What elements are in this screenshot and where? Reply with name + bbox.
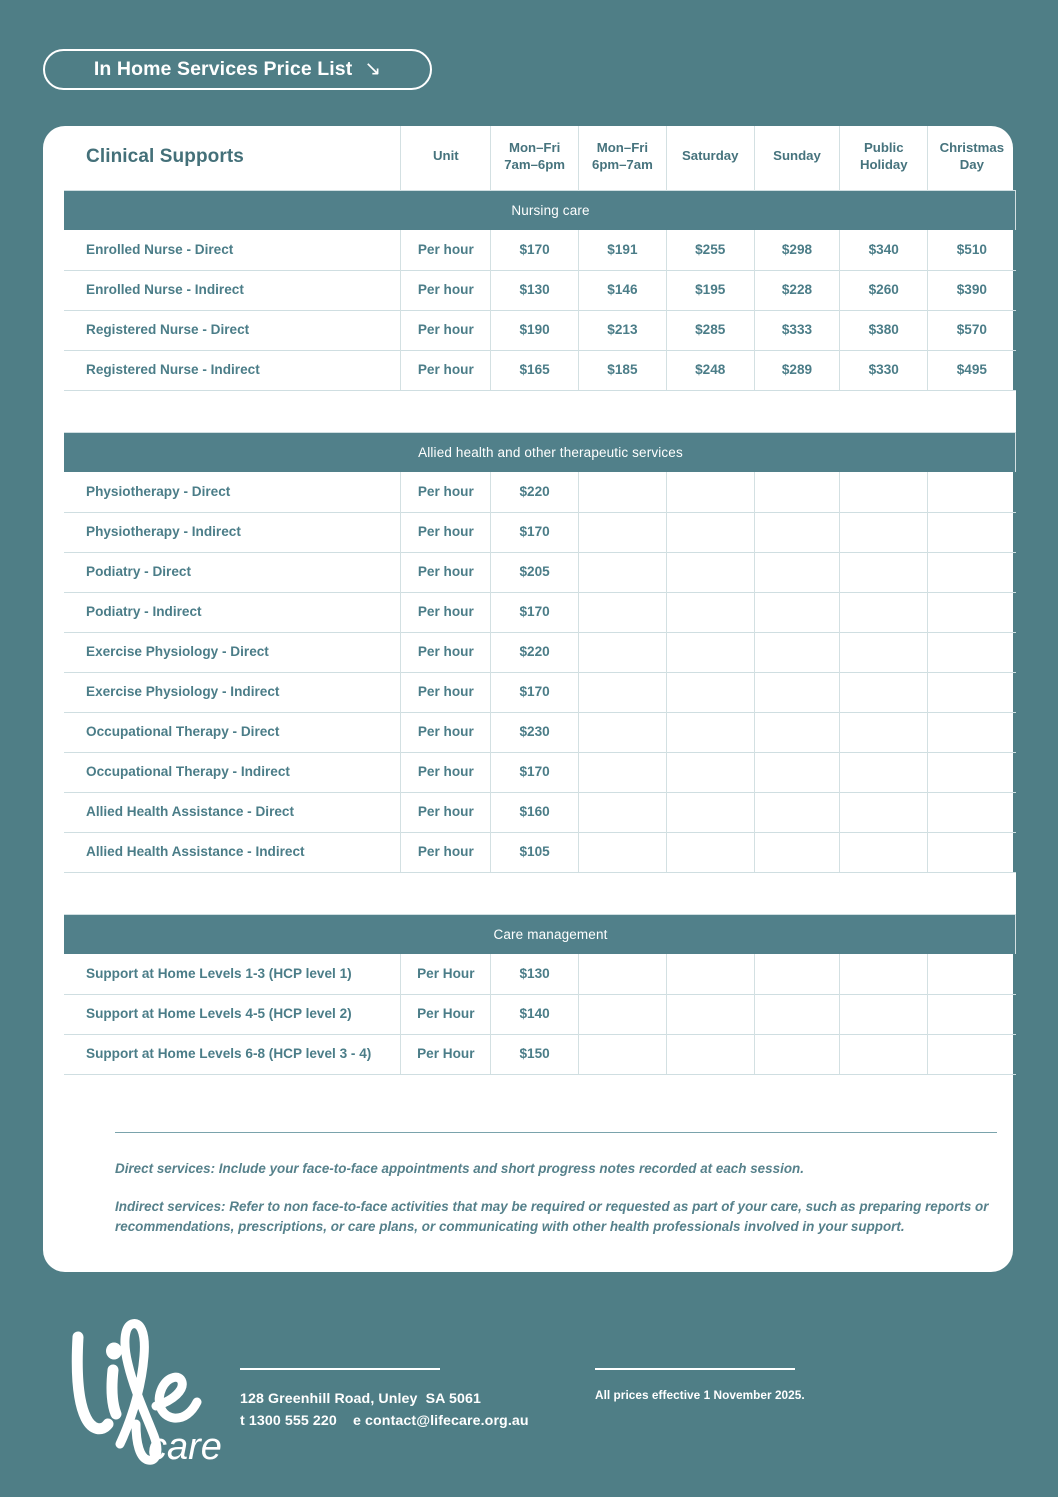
price-cell-unit: Per hour xyxy=(401,230,491,270)
price-cell-public-holiday xyxy=(840,552,928,592)
table-row xyxy=(64,632,1016,672)
price-table-body xyxy=(64,190,1016,1074)
service-name-cell: Registered Nurse - Direct xyxy=(64,310,401,350)
price-cell-saturday xyxy=(666,792,754,832)
table-header-row xyxy=(64,126,1016,190)
lifecare-logo xyxy=(56,1294,241,1469)
price-cell-mf-night xyxy=(579,672,667,712)
price-cell-saturday: $255 xyxy=(666,230,754,270)
notes-divider xyxy=(115,1132,997,1133)
price-cell-public-holiday xyxy=(840,1034,928,1074)
service-name-cell: Registered Nurse - Indirect xyxy=(64,350,401,390)
footer-effective-block xyxy=(595,1368,925,1402)
price-cell-public-holiday xyxy=(840,512,928,552)
price-cell-saturday xyxy=(666,552,754,592)
price-cell-public-holiday: $340 xyxy=(840,230,928,270)
section-header-label: Nursing care xyxy=(64,190,1016,230)
price-cell-unit: Per hour xyxy=(401,270,491,310)
price-cell-mf-night xyxy=(579,832,667,872)
price-cell-christmas xyxy=(928,512,1016,552)
price-cell-sunday xyxy=(754,954,840,994)
price-cell-mf-night xyxy=(579,472,667,512)
price-cell-saturday xyxy=(666,672,754,712)
price-cell-unit: Per hour xyxy=(401,632,491,672)
footer-address: 128 Greenhill Road, Unley SA 5061 xyxy=(240,1391,482,1407)
table-row xyxy=(64,1034,1016,1074)
price-cell-sunday: $333 xyxy=(754,310,840,350)
price-cell-sunday xyxy=(754,552,840,592)
price-cell-unit: Per Hour xyxy=(401,1034,491,1074)
notes-section xyxy=(115,1132,997,1254)
price-cell-public-holiday xyxy=(840,632,928,672)
price-cell-christmas xyxy=(928,632,1016,672)
section-header-row xyxy=(64,432,1016,472)
price-cell-mf-day: $170 xyxy=(491,592,579,632)
column-header-saturday: Saturday xyxy=(666,126,754,190)
table-row xyxy=(64,994,1016,1034)
price-cell-mf-day: $230 xyxy=(491,712,579,752)
service-name-cell: Support at Home Levels 1-3 (HCP level 1) xyxy=(64,954,401,994)
service-name-cell: Support at Home Levels 4-5 (HCP level 2) xyxy=(64,994,401,1034)
table-row xyxy=(64,310,1016,350)
price-cell-sunday xyxy=(754,832,840,872)
service-name-cell: Exercise Physiology - Indirect xyxy=(64,672,401,712)
table-row xyxy=(64,954,1016,994)
price-cell-mf-night: $146 xyxy=(579,270,667,310)
price-cell-unit: Per hour xyxy=(401,350,491,390)
price-cell-mf-day: $170 xyxy=(491,230,579,270)
price-cell-sunday xyxy=(754,512,840,552)
price-cell-mf-day: $220 xyxy=(491,472,579,512)
price-cell-mf-night: $191 xyxy=(579,230,667,270)
section-header-row xyxy=(64,190,1016,230)
column-header-christmas-line2: Day xyxy=(959,156,984,172)
price-cell-sunday xyxy=(754,592,840,632)
price-cell-mf-night xyxy=(579,954,667,994)
price-cell-mf-day: $150 xyxy=(491,1034,579,1074)
price-cell-sunday: $289 xyxy=(754,350,840,390)
service-name-cell: Physiotherapy - Indirect xyxy=(64,512,401,552)
service-name-cell: Support at Home Levels 6-8 (HCP level 3 - 4) xyxy=(64,1034,401,1074)
price-cell-sunday: $298 xyxy=(754,230,840,270)
price-cell-unit: Per hour xyxy=(401,752,491,792)
table-row xyxy=(64,672,1016,712)
price-cell-christmas xyxy=(928,592,1016,632)
price-cell-saturday xyxy=(666,752,754,792)
price-cell-public-holiday: $260 xyxy=(840,270,928,310)
service-name-cell: Allied Health Assistance - Direct xyxy=(64,792,401,832)
table-row xyxy=(64,712,1016,752)
price-cell-unit: Per hour xyxy=(401,310,491,350)
price-cell-mf-day: $170 xyxy=(491,672,579,712)
price-cell-christmas xyxy=(928,994,1016,1034)
price-cell-unit: Per hour xyxy=(401,592,491,632)
note-indirect-services: Indirect services: Refer to non face-to-face activities that may be required or requested as part of your care, such as preparing reports or recommendations, prescriptions, or care plans, or communicating with other health professionals involved in your support. xyxy=(115,1198,989,1234)
price-cell-unit: Per hour xyxy=(401,672,491,712)
column-header-monfri-day xyxy=(491,126,579,190)
section-header-label: Care management xyxy=(64,914,1016,954)
price-cell-saturday xyxy=(666,1034,754,1074)
price-cell-mf-night xyxy=(579,592,667,632)
service-name-cell: Enrolled Nurse - Direct xyxy=(64,230,401,270)
column-header-sunday: Sunday xyxy=(754,126,840,190)
price-cell-mf-day: $165 xyxy=(491,350,579,390)
table-row xyxy=(64,832,1016,872)
price-cell-unit: Per hour xyxy=(401,792,491,832)
section-header-row xyxy=(64,914,1016,954)
footer-contact[interactable]: t 1300 555 220 e contact@lifecare.org.au xyxy=(240,1413,529,1429)
price-table-container xyxy=(64,126,1016,1075)
price-cell-sunday xyxy=(754,994,840,1034)
price-cell-mf-night: $185 xyxy=(579,350,667,390)
price-cell-saturday xyxy=(666,994,754,1034)
table-row xyxy=(64,350,1016,390)
price-cell-mf-day: $160 xyxy=(491,792,579,832)
table-row xyxy=(64,592,1016,632)
price-cell-mf-day: $205 xyxy=(491,552,579,592)
price-cell-saturday xyxy=(666,512,754,552)
price-cell-christmas: $570 xyxy=(928,310,1016,350)
price-cell-mf-day: $140 xyxy=(491,994,579,1034)
price-cell-mf-day: $170 xyxy=(491,752,579,792)
price-cell-christmas xyxy=(928,472,1016,512)
price-cell-mf-night xyxy=(579,1034,667,1074)
note-direct-services: Direct services: Include your face-to-face appointments and short progress notes recorded at each session. xyxy=(115,1161,804,1176)
page-footer xyxy=(0,1272,1058,1497)
price-cell-saturday: $285 xyxy=(666,310,754,350)
table-row xyxy=(64,552,1016,592)
price-cell-sunday xyxy=(754,792,840,832)
section-gap-cell xyxy=(64,872,1016,914)
price-cell-christmas xyxy=(928,712,1016,752)
service-name-cell: Podiatry - Indirect xyxy=(64,592,401,632)
price-cell-unit: Per hour xyxy=(401,712,491,752)
service-name-cell: Occupational Therapy - Direct xyxy=(64,712,401,752)
price-cell-mf-night: $213 xyxy=(579,310,667,350)
price-cell-christmas xyxy=(928,672,1016,712)
price-cell-public-holiday xyxy=(840,994,928,1034)
price-cell-sunday xyxy=(754,1034,840,1074)
price-cell-mf-night xyxy=(579,792,667,832)
section-gap-cell xyxy=(64,390,1016,432)
column-header-christmas-line1: Christmas xyxy=(939,140,1005,155)
price-cell-sunday xyxy=(754,672,840,712)
price-cell-christmas: $495 xyxy=(928,350,1016,390)
page-title-pill xyxy=(43,49,432,90)
price-cell-mf-day: $130 xyxy=(491,270,579,310)
footer-effective-date: All prices effective 1 November 2025. xyxy=(595,1388,805,1402)
price-cell-unit: Per hour xyxy=(401,512,491,552)
price-cell-saturday xyxy=(666,954,754,994)
price-cell-public-holiday xyxy=(840,472,928,512)
price-cell-saturday xyxy=(666,712,754,752)
column-header-monfri-day-line1: Mon–Fri xyxy=(508,140,561,155)
price-cell-sunday: $228 xyxy=(754,270,840,310)
section-gap xyxy=(64,872,1016,914)
section-gap xyxy=(64,390,1016,432)
table-row xyxy=(64,792,1016,832)
service-name-cell: Enrolled Nurse - Indirect xyxy=(64,270,401,310)
service-name-cell: Physiotherapy - Direct xyxy=(64,472,401,512)
price-cell-christmas xyxy=(928,792,1016,832)
arrow-down-right-icon: ↘ xyxy=(364,57,382,80)
price-cell-unit: Per Hour xyxy=(401,954,491,994)
price-cell-public-holiday xyxy=(840,752,928,792)
service-name-cell: Exercise Physiology - Direct xyxy=(64,632,401,672)
price-cell-public-holiday xyxy=(840,832,928,872)
price-cell-sunday xyxy=(754,472,840,512)
table-row xyxy=(64,230,1016,270)
price-cell-mf-day: $130 xyxy=(491,954,579,994)
footer-address-block xyxy=(240,1368,570,1432)
table-row xyxy=(64,270,1016,310)
price-cell-christmas xyxy=(928,954,1016,994)
column-header-clinical-supports: Clinical Supports xyxy=(64,126,401,190)
footer-address-rule xyxy=(240,1368,440,1370)
service-name-cell: Allied Health Assistance - Indirect xyxy=(64,832,401,872)
price-table-head xyxy=(64,126,1016,190)
price-cell-unit: Per Hour xyxy=(401,994,491,1034)
price-cell-christmas: $510 xyxy=(956,242,987,258)
price-cell-sunday xyxy=(754,712,840,752)
page-title: In Home Services Price List xyxy=(93,58,353,80)
price-cell-mf-night xyxy=(579,552,667,592)
column-header-monfri-day-line2: 7am–6pm xyxy=(504,156,566,172)
price-cell-mf-day: $190 xyxy=(491,310,579,350)
column-header-monfri-night xyxy=(579,126,667,190)
column-header-monfri-night-line2: 6pm–7am xyxy=(591,156,653,172)
price-cell-mf-night xyxy=(579,994,667,1034)
price-cell-public-holiday xyxy=(840,672,928,712)
price-cell-unit: Per hour xyxy=(401,552,491,592)
price-cell-mf-day: $220 xyxy=(491,632,579,672)
price-cell-unit: Per hour xyxy=(401,832,491,872)
table-row xyxy=(64,472,1016,512)
price-cell-public-holiday: $330 xyxy=(840,350,928,390)
price-cell-saturday xyxy=(666,832,754,872)
svg-text:care: care xyxy=(148,1426,222,1468)
price-cell-christmas xyxy=(928,832,1016,872)
footer-effective-rule xyxy=(595,1368,795,1370)
price-cell-mf-night xyxy=(579,512,667,552)
price-cell-saturday: $195 xyxy=(666,270,754,310)
column-header-public-holiday-line2: Holiday xyxy=(859,156,908,172)
price-cell-saturday xyxy=(666,472,754,512)
price-cell-public-holiday xyxy=(840,712,928,752)
price-cell-christmas: $390 xyxy=(928,270,1016,310)
section-header-label: Allied health and other therapeutic services xyxy=(64,432,1016,472)
column-header-public-holiday xyxy=(840,126,928,190)
price-table xyxy=(64,126,1016,1075)
price-cell-christmas xyxy=(928,1034,1016,1074)
price-cell-mf-day: $170 xyxy=(491,512,579,552)
price-cell-mf-night xyxy=(579,632,667,672)
column-header-unit: Unit xyxy=(401,126,491,190)
table-row xyxy=(64,512,1016,552)
price-cell-christmas xyxy=(928,752,1016,792)
price-cell-sunday xyxy=(754,632,840,672)
price-cell-saturday: $248 xyxy=(666,350,754,390)
column-header-monfri-night-line1: Mon–Fri xyxy=(596,140,649,155)
price-cell-christmas xyxy=(928,552,1016,592)
price-cell-public-holiday: $380 xyxy=(840,310,928,350)
table-row xyxy=(64,752,1016,792)
price-cell-saturday xyxy=(666,632,754,672)
column-header-christmas-day xyxy=(928,126,1016,190)
price-cell-public-holiday xyxy=(840,592,928,632)
service-name-cell: Podiatry - Direct xyxy=(64,552,401,592)
price-cell-mf-night xyxy=(579,752,667,792)
price-cell-mf-day: $105 xyxy=(491,832,579,872)
price-cell-sunday xyxy=(754,752,840,792)
service-name-cell: Occupational Therapy - Indirect xyxy=(64,752,401,792)
column-header-public-holiday-line1: Public xyxy=(863,140,904,155)
price-cell-public-holiday xyxy=(840,792,928,832)
price-cell-unit: Per hour xyxy=(401,472,491,512)
price-cell-saturday xyxy=(666,592,754,632)
price-cell-mf-night xyxy=(579,712,667,752)
price-list-card xyxy=(43,126,1013,1272)
price-cell-public-holiday xyxy=(840,954,928,994)
